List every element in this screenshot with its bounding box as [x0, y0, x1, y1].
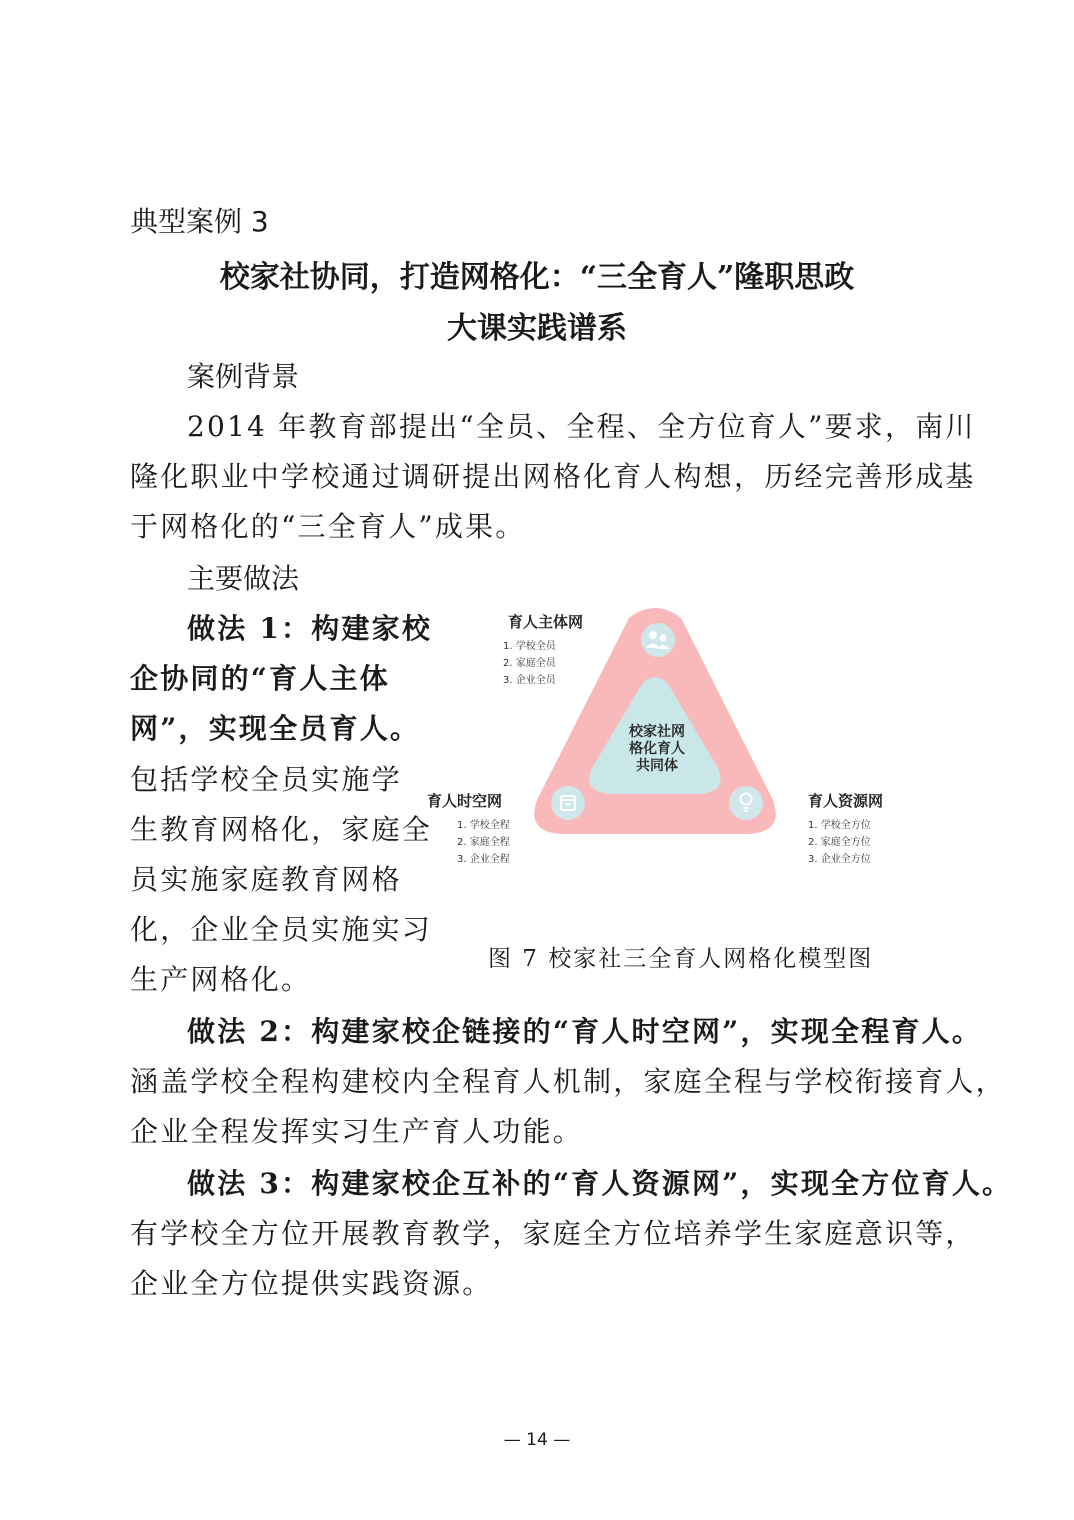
method1-bold-line-3: 网”，实现全员育人。	[130, 712, 421, 745]
right-node	[729, 786, 763, 820]
method1-bold-line-2: 企协同的“育人主体	[130, 662, 390, 695]
method1-line-4: 化，企业全员实施实习	[130, 913, 433, 946]
method1-bold-line-1: 做法 1：构建家校	[187, 612, 433, 645]
method1-line-3: 员实施家庭教育网格	[130, 863, 402, 896]
background-line-3: 于网格化的“三全育人”成果。	[130, 510, 526, 543]
left-network-title: 育人时空网	[427, 792, 503, 810]
three-all-model-figure	[420, 600, 920, 880]
method3-bold: 做法 3：构建家校企互补的“育人资源网”，实现全方位育人。	[187, 1167, 1013, 1200]
method2-bold: 做法 2：构建家校企链接的“育人时空网”，实现全程育人。	[187, 1015, 983, 1048]
top-network-item-2: 2. 家庭全员	[503, 658, 556, 669]
method1-line-1: 包括学校全员实施学	[130, 763, 402, 796]
top-network-item-1: 1. 学校全员	[503, 641, 556, 652]
center-label-2: 格化育人	[629, 741, 685, 757]
top-network-item-3: 3. 企业全员	[503, 675, 556, 686]
case-label: 典型案例 3	[130, 205, 269, 238]
right-network-item-3: 3. 企业全方位	[808, 854, 871, 865]
right-network-title: 育人资源网	[808, 792, 884, 810]
right-network-item-1: 1. 学校全方位	[808, 820, 871, 831]
background-line-1: 2014 年教育部提出“全员、全程、全方位育人”要求，南川	[187, 410, 976, 443]
title-line-1: 校家社协同，打造网格化：“三全育人”隆职思政	[219, 260, 855, 295]
left-network-item-3: 3. 企业全程	[457, 854, 510, 865]
center-label-1: 校家社网	[629, 724, 685, 740]
right-network-item-2: 2. 家庭全方位	[808, 837, 871, 848]
method3-line-1: 有学校全方位开展教育教学，家庭全方位培养学生家庭意识等，	[130, 1217, 976, 1250]
left-network-item-2: 2. 家庭全程	[457, 837, 510, 848]
page-number: — 14 —	[503, 1430, 571, 1450]
top-node	[641, 623, 675, 657]
background-heading: 案例背景	[187, 360, 300, 393]
method1-line-5: 生产网格化。	[130, 963, 312, 996]
title-line-2: 大课实践谱系	[447, 311, 627, 346]
top-network-title: 育人主体网	[508, 613, 584, 631]
method2-line-2: 企业全程发挥实习生产育人功能。	[130, 1115, 584, 1148]
background-line-2: 隆化职业中学校通过调研提出网格化育人构想，历经完善形成基	[130, 460, 976, 493]
method2-line-1: 涵盖学校全程构建校内全程育人机制，家庭全程与学校衔接育人，	[130, 1065, 1006, 1098]
method3-line-2: 企业全方位提供实践资源。	[130, 1267, 493, 1300]
figure-caption: 图 7 校家社三全育人网格化模型图	[488, 946, 874, 972]
methods-heading: 主要做法	[187, 562, 300, 595]
method1-line-2: 生教育网格化，家庭全	[130, 813, 433, 846]
left-network-item-1: 1. 学校全程	[457, 820, 510, 831]
center-label-3: 共同体	[636, 758, 678, 774]
